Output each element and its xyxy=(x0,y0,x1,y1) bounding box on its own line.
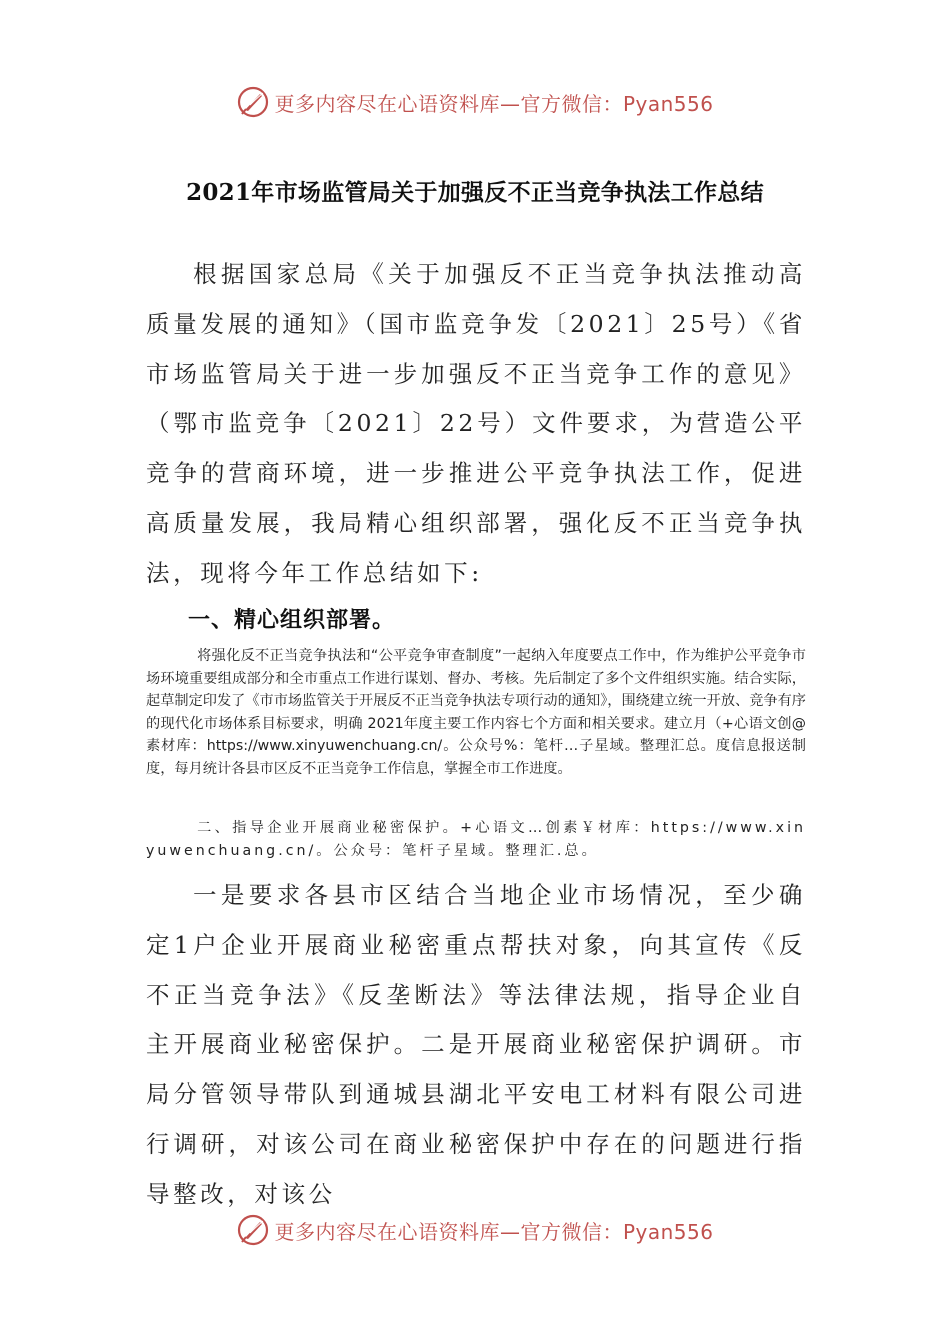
document-title: 2021年市场监管局关于加强反不正当竞争执法工作总结 xyxy=(186,179,764,206)
quill-logo-icon xyxy=(236,1213,270,1247)
intro-paragraph: 根据国家总局《关于加强反不正当竞争执法推动高质量发展的通知》（国市监竞争发〔2021〕25号）《省市场监管局关于进一步加强反不正当竞争工作的意见》（鄂市监竞争〔2021〕22号）文件要求，为营造公平竞争的营商环境，进一步推进公平竞争执法工作，促进高质量发展，我局精心组织部署，强化反不正当竞争执法，现将今年工作总结如下: xyxy=(146,260,806,587)
banner-text: 更多内容尽在心语资料库—官方微信：Pyan556 xyxy=(274,1219,714,1244)
header-watermark-banner xyxy=(0,80,950,124)
section-heading-2: 二、指导企业开展商业秘密保护。+心语文…创素￥材库：https://www.xinyuwenchuang.cn/。公众号：笔杆子星域。整理汇.总。 xyxy=(146,820,806,859)
section-1-body: 将强化反不正当竞争执法和“公平竞争审查制度”一起纳入年度要点工作中，作为维护公平竞争市场环境重要组成部分和全市重点工作进行谋划、督办、考核。先后制定了多个文件组织实施。结合实际，起草制定印发了《市市场监管关于开展反不正当竞争执法专项行动的通知》，围绕建立统一开放、竞争有序的现代化市场体系目标要求，明确 2021年度主要工作内容七个方面和相关要求。建立月（+心语文创@素材库：https://www.xinyuwenchuang.cn/。公众号%：笔杆…子星域。整理汇总。度信息报送制度，每月统计各县市区反不正当竞争工作信息，掌握全市工作进度。 xyxy=(146,648,806,777)
section-heading-1: 一、精心组织部署。 xyxy=(188,608,396,633)
quill-logo-icon xyxy=(236,85,270,119)
section-2-body: 一是要求各县市区结合当地企业市场情况，至少确定1户企业开展商业秘密重点帮扶对象，向其宣传《反不正当竞争法》《反垄断法》等法律法规，指导企业自主开展商业秘密保护。二是开展商业秘密保护调研。市局分管领导带队到通城县湖北平安电工材料有限公司进行调研，对该公司在商业秘密保护中存在的问题进行指导整改，对该公 xyxy=(146,881,806,1208)
banner-text: 更多内容尽在心语资料库—官方微信：Pyan556 xyxy=(274,91,714,116)
footer-watermark-banner xyxy=(0,1208,950,1252)
